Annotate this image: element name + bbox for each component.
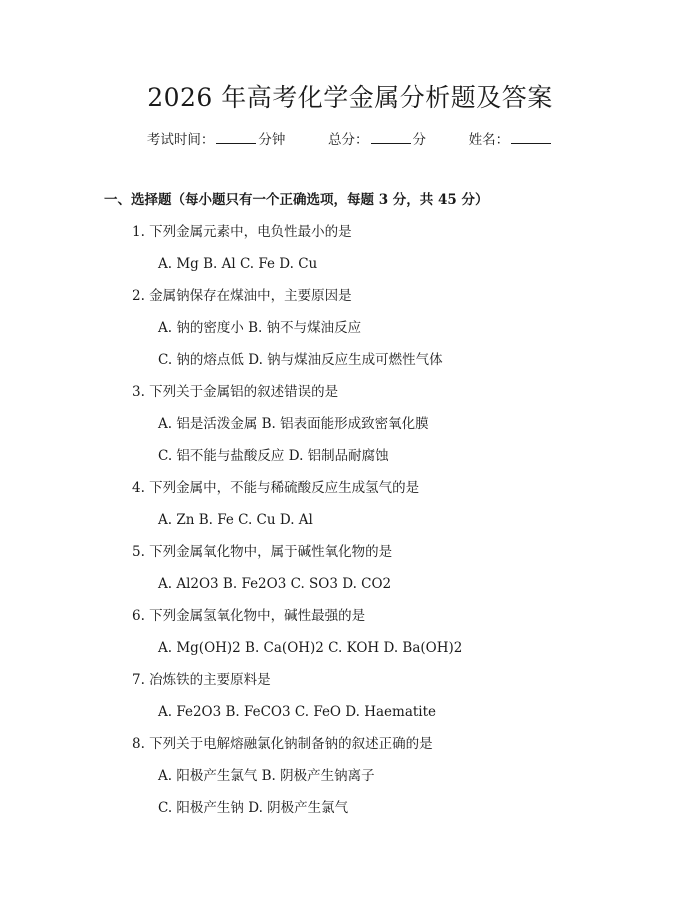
score-blank	[371, 131, 411, 144]
question-options: A. Al2O3 B. Fe2O3 C. SO3 D. CO2	[158, 576, 392, 592]
name-label: 姓名：	[468, 132, 510, 148]
question-stem: 6. 下列金属氢氧化物中，碱性最强的是	[132, 608, 366, 624]
question-stem: 2. 金属钠保存在煤油中，主要原因是	[132, 288, 352, 304]
question-options: A. Zn B. Fe C. Cu D. Al	[158, 512, 313, 528]
question-options: A. 钠的密度小 B. 钠不与煤油反应	[158, 320, 362, 336]
question-options: A. 阳极产生氯气 B. 阴极产生钠离子	[158, 768, 375, 784]
name-blank	[511, 131, 551, 144]
section-heading: 一、选择题（每小题只有一个正确选项，每题 3 分，共 45 分）	[104, 192, 489, 208]
question-options: A. Mg(OH)2 B. Ca(OH)2 C. KOH D. Ba(OH)2	[158, 640, 463, 656]
question-options: C. 钠的熔点低 D. 钠与煤油反应生成可燃性气体	[158, 352, 443, 368]
question-stem: 8. 下列关于电解熔融氯化钠制备钠的叙述正确的是	[132, 736, 433, 752]
question-stem: 5. 下列金属氧化物中，属于碱性氧化物的是	[132, 544, 393, 560]
score-unit: 分	[412, 132, 426, 148]
page-title: 2026 年高考化学金属分析题及答案	[147, 83, 553, 112]
time-blank	[216, 131, 256, 144]
time-unit: 分钟	[258, 132, 286, 148]
question-stem: 1. 下列金属元素中，电负性最小的是	[132, 224, 352, 240]
question-options: A. 铝是活泼金属 B. 铝表面能形成致密氧化膜	[158, 416, 429, 432]
score-label: 总分：	[328, 132, 369, 148]
time-label: 考试时间：	[146, 132, 215, 148]
question-options: C. 阳极产生钠 D. 阴极产生氯气	[158, 800, 349, 816]
question-stem: 4. 下列金属中，不能与稀硫酸反应生成氢气的是	[132, 480, 420, 496]
question-stem: 7. 冶炼铁的主要原料是	[132, 672, 271, 688]
question-options: C. 铝不能与盐酸反应 D. 铝制品耐腐蚀	[158, 448, 389, 464]
question-options: A. Fe2O3 B. FeCO3 C. FeO D. Haematite	[158, 704, 437, 720]
exam-info-line	[0, 130, 700, 150]
question-stem: 3. 下列关于金属铝的叙述错误的是	[132, 384, 339, 400]
question-options: A. Mg B. Al C. Fe D. Cu	[158, 256, 318, 272]
